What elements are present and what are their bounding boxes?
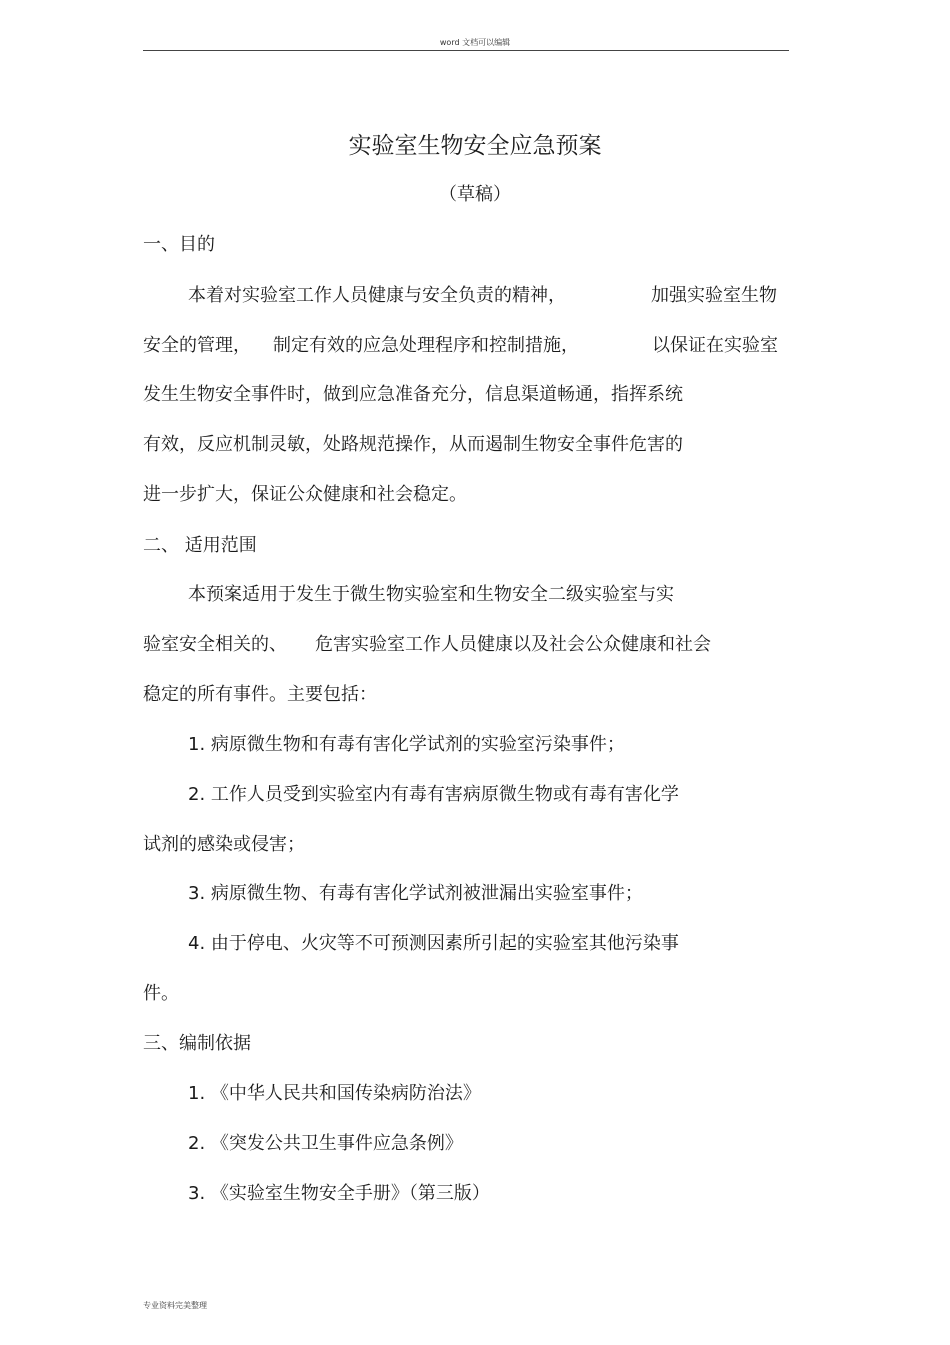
- list-item-continuation: 件。: [143, 983, 179, 1004]
- page-header: word 文档可以编辑: [439, 38, 511, 47]
- header-divider: [143, 50, 789, 51]
- list-item-continuation: 试剂的感染或侵害；: [143, 834, 305, 855]
- page-footer: 专业资料完美整理: [143, 1301, 207, 1310]
- section-2-heading: 二、 适用范围: [143, 535, 257, 556]
- paragraph-line: 验室安全相关的、: [143, 634, 287, 655]
- paragraph-line: 稳定的所有事件。主要包括：: [143, 684, 377, 705]
- paragraph-line: 进一步扩大，保证公众健康和社会稳定。: [143, 484, 467, 505]
- document-title: 实验室生物安全应急预案: [348, 133, 602, 159]
- section-1-heading: 一、目的: [143, 234, 215, 255]
- paragraph-line: 加强实验室生物: [651, 285, 777, 306]
- paragraph-line: 安全的管理，: [143, 335, 251, 356]
- list-item: 3. 《实验室生物安全手册》（第三版）: [188, 1183, 490, 1204]
- list-item: 1. 病原微生物和有毒有害化学试剂的实验室污染事件；: [188, 734, 625, 755]
- paragraph-line: 以保证在实验室: [652, 335, 778, 356]
- document-subtitle: （草稿）: [439, 184, 511, 205]
- list-item: 2. 工作人员受到实验室内有毒有害病原微生物或有毒有害化学: [188, 784, 679, 805]
- list-item: 1. 《中华人民共和国传染病防治法》: [188, 1083, 481, 1104]
- paragraph-line: 发生生物安全事件时，做到应急准备充分，信息渠道畅通，指挥系统: [143, 384, 683, 405]
- list-item: 4. 由于停电、火灾等不可预测因素所引起的实验室其他污染事: [188, 933, 679, 954]
- paragraph-line: 危害实验室工作人员健康以及社会公众健康和社会: [315, 634, 711, 655]
- list-item: 2. 《突发公共卫生事件应急条例》: [188, 1133, 463, 1154]
- section-3-heading: 三、编制依据: [143, 1033, 251, 1054]
- paragraph-line: 制定有效的应急处理程序和控制措施，: [273, 335, 579, 356]
- paragraph-line: 本着对实验室工作人员健康与安全负责的精神，: [188, 285, 566, 306]
- paragraph-line: 本预案适用于发生于微生物实验室和生物安全二级实验室与实: [188, 584, 674, 605]
- list-item: 3. 病原微生物、有毒有害化学试剂被泄漏出实验室事件；: [188, 883, 643, 904]
- paragraph-line: 有效，反应机制灵敏，处路规范操作，从而遏制生物安全事件危害的: [143, 434, 683, 455]
